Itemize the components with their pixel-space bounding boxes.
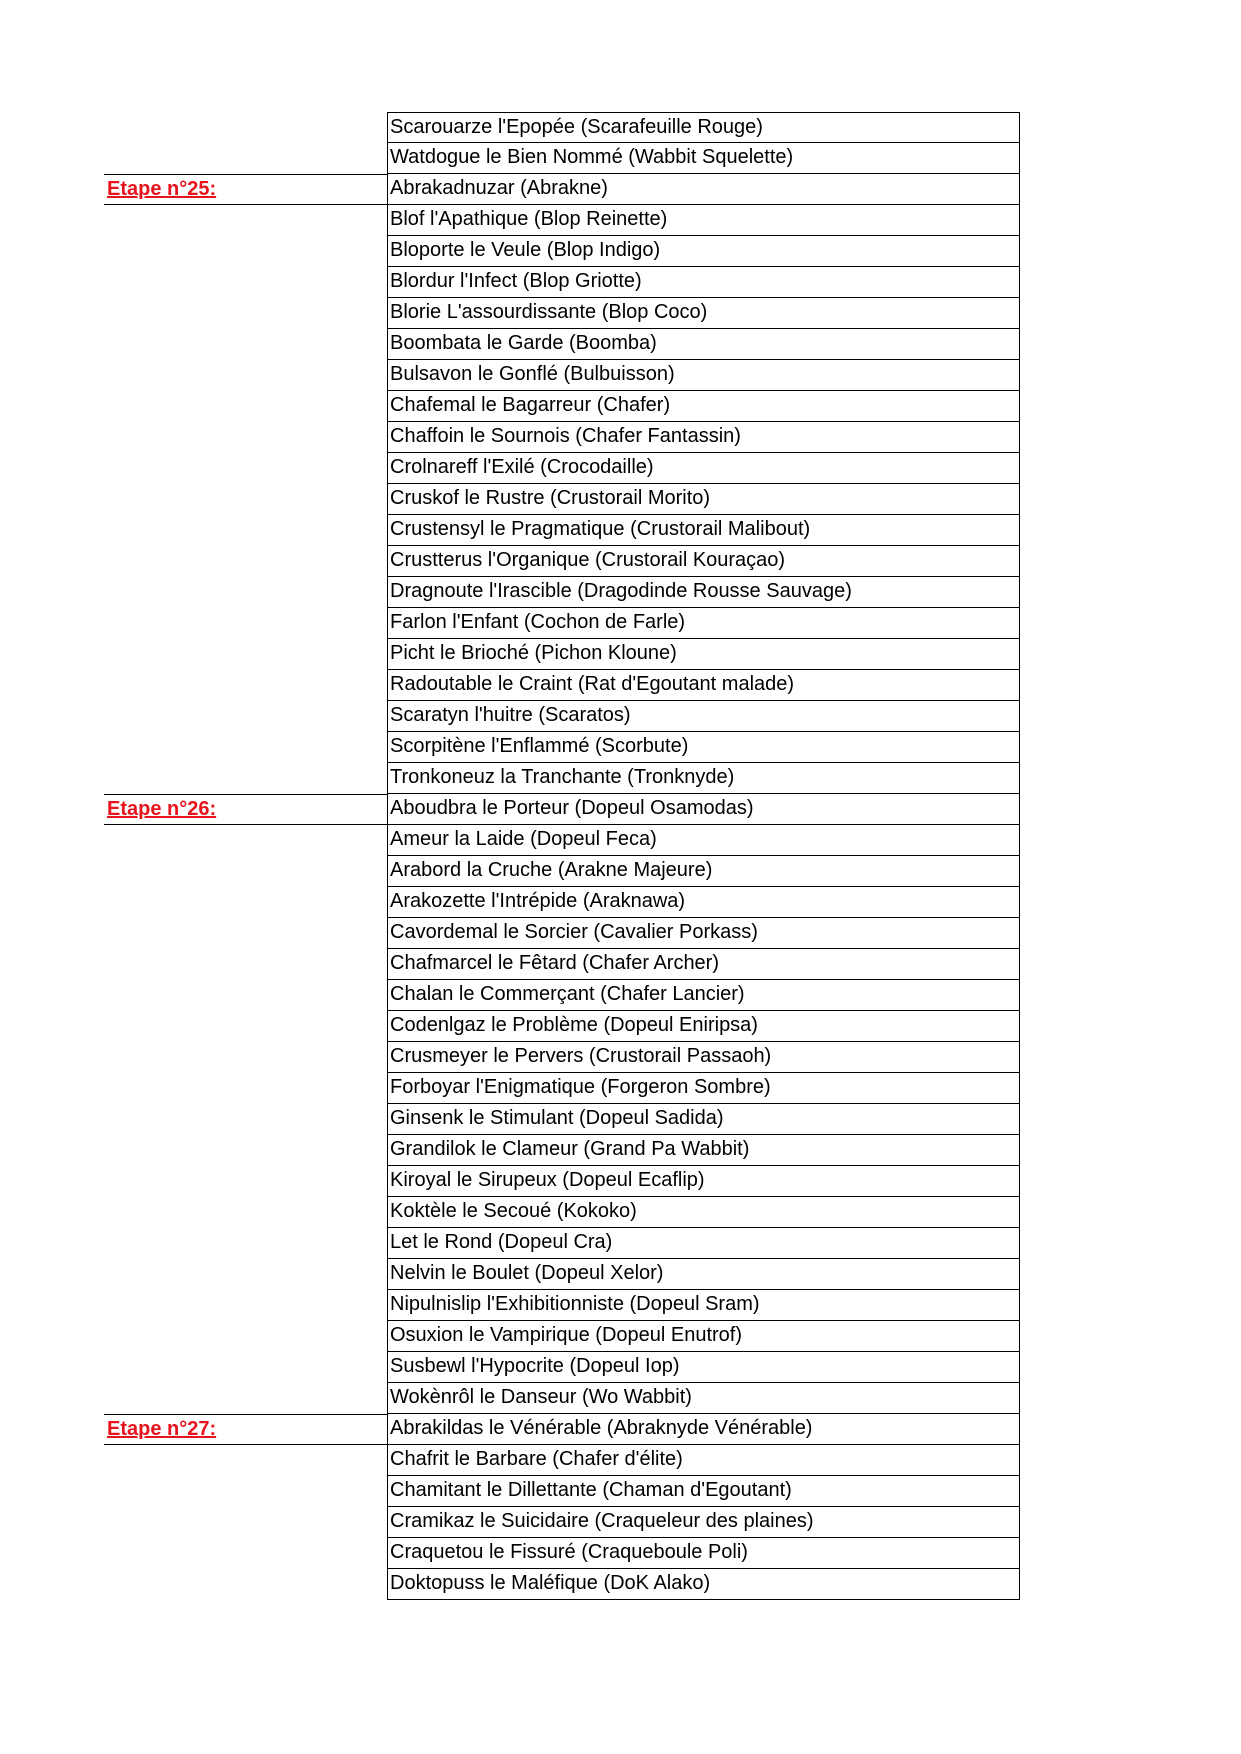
stage-cell-empty xyxy=(104,267,387,298)
stage-cell-empty xyxy=(104,608,387,639)
table-row xyxy=(104,205,1020,236)
stage-cell-empty xyxy=(104,1135,387,1166)
stage-cell-empty xyxy=(104,205,387,236)
stage-cell-empty xyxy=(104,298,387,329)
monster-name-cell: Cruskof le Rustre (Crustorail Morito) xyxy=(387,484,1020,515)
stage-cell-empty xyxy=(104,1290,387,1321)
table-row xyxy=(104,1259,1020,1290)
monster-name-cell: Watdogue le Bien Nommé (Wabbit Squelette) xyxy=(387,143,1020,174)
table-row xyxy=(104,1569,1020,1600)
stage-cell-empty xyxy=(104,515,387,546)
monster-name-cell: Scorpitène l'Enflammé (Scorbute) xyxy=(387,732,1020,763)
monster-name-cell: Doktopuss le Maléfique (DoK Alako) xyxy=(387,1569,1020,1600)
stage-cell-empty xyxy=(104,732,387,763)
table-row xyxy=(104,1197,1020,1228)
monster-name-cell: Codenlgaz le Problème (Dopeul Eniripsa) xyxy=(387,1011,1020,1042)
stage-cell-empty xyxy=(104,1383,387,1414)
table-row xyxy=(104,484,1020,515)
monster-name-cell: Bulsavon le Gonflé (Bulbuisson) xyxy=(387,360,1020,391)
monster-name-cell: Ginsenk le Stimulant (Dopeul Sadida) xyxy=(387,1104,1020,1135)
table-row xyxy=(104,1321,1020,1352)
monster-name-cell: Scarouarze l'Epopée (Scarafeuille Rouge) xyxy=(387,112,1020,143)
stage-cell-empty xyxy=(104,980,387,1011)
monster-name-cell: Forboyar l'Enigmatique (Forgeron Sombre) xyxy=(387,1073,1020,1104)
monster-name-cell: Nelvin le Boulet (Dopeul Xelor) xyxy=(387,1259,1020,1290)
stage-cell-empty xyxy=(104,1569,387,1600)
table-row xyxy=(104,794,1020,825)
table-row xyxy=(104,360,1020,391)
monster-name-cell: Chalan le Commerçant (Chafer Lancier) xyxy=(387,980,1020,1011)
stage-cell-empty xyxy=(104,329,387,360)
table-row xyxy=(104,1104,1020,1135)
table-row xyxy=(104,1042,1020,1073)
stage-cell-empty xyxy=(104,1259,387,1290)
table-row xyxy=(104,1476,1020,1507)
stage-cell-empty xyxy=(104,1507,387,1538)
stage-cell-empty xyxy=(104,763,387,794)
monster-name-cell: Chafemal le Bagarreur (Chafer) xyxy=(387,391,1020,422)
monster-name-cell: Crolnareff l'Exilé (Crocodaille) xyxy=(387,453,1020,484)
stage-cell-empty xyxy=(104,1538,387,1569)
monster-name-cell: Blordur l'Infect (Blop Griotte) xyxy=(387,267,1020,298)
table-row xyxy=(104,1352,1020,1383)
table-row xyxy=(104,670,1020,701)
stage-cell-empty xyxy=(104,1042,387,1073)
monster-name-cell: Chafrit le Barbare (Chafer d'élite) xyxy=(387,1445,1020,1476)
table-row xyxy=(104,577,1020,608)
stage-cell-empty xyxy=(104,453,387,484)
stage-cell-empty xyxy=(104,143,387,174)
monster-name-cell: Crustterus l'Organique (Crustorail Kouraçao) xyxy=(387,546,1020,577)
monster-name-cell: Blof l'Apathique (Blop Reinette) xyxy=(387,205,1020,236)
table-row xyxy=(104,515,1020,546)
monster-name-cell: Tronkoneuz la Tranchante (Tronknyde) xyxy=(387,763,1020,794)
stage-cell-empty xyxy=(104,1166,387,1197)
monster-name-cell: Susbewl l'Hypocrite (Dopeul Iop) xyxy=(387,1352,1020,1383)
monster-name-cell: Scaratyn l'huitre (Scaratos) xyxy=(387,701,1020,732)
table-row xyxy=(104,236,1020,267)
stage-cell-empty xyxy=(104,1073,387,1104)
stage-cell-empty xyxy=(104,360,387,391)
monster-name-cell: Abrakildas le Vénérable (Abraknyde Vénérable) xyxy=(387,1414,1020,1445)
monster-name-cell: Ameur la Laide (Dopeul Feca) xyxy=(387,825,1020,856)
stage-cell-empty xyxy=(104,670,387,701)
table-row xyxy=(104,422,1020,453)
table-row xyxy=(104,608,1020,639)
monster-name-cell: Koktèle le Secoué (Kokoko) xyxy=(387,1197,1020,1228)
stage-cell-empty xyxy=(104,236,387,267)
monster-name-cell: Chafmarcel le Fêtard (Chafer Archer) xyxy=(387,949,1020,980)
stage-cell-empty xyxy=(104,825,387,856)
table-row xyxy=(104,918,1020,949)
stage-cell-empty xyxy=(104,918,387,949)
stage-cell-empty xyxy=(104,1197,387,1228)
stage-label: Etape n°26: xyxy=(104,794,387,825)
stage-cell-empty xyxy=(104,484,387,515)
stage-cell-empty xyxy=(104,422,387,453)
table-row xyxy=(104,1414,1020,1445)
monster-name-cell: Grandilok le Clameur (Grand Pa Wabbit) xyxy=(387,1135,1020,1166)
stage-cell-empty xyxy=(104,1104,387,1135)
table-row xyxy=(104,1507,1020,1538)
stage-cell-empty xyxy=(104,1352,387,1383)
table-row xyxy=(104,949,1020,980)
table-row xyxy=(104,267,1020,298)
monster-name-cell: Chaffoin le Sournois (Chafer Fantassin) xyxy=(387,422,1020,453)
stage-cell-empty xyxy=(104,1011,387,1042)
stage-cell-empty xyxy=(104,856,387,887)
monster-name-cell: Kiroyal le Sirupeux (Dopeul Ecaflip) xyxy=(387,1166,1020,1197)
stage-cell-empty xyxy=(104,887,387,918)
table-row xyxy=(104,825,1020,856)
table-row xyxy=(104,391,1020,422)
monster-name-cell: Chamitant le Dillettante (Chaman d'Egoutant) xyxy=(387,1476,1020,1507)
monster-name-cell: Crustensyl le Pragmatique (Crustorail Malibout) xyxy=(387,515,1020,546)
stage-cell-empty xyxy=(104,639,387,670)
monster-name-cell: Farlon l'Enfant (Cochon de Farle) xyxy=(387,608,1020,639)
table-row xyxy=(104,453,1020,484)
stage-cell-empty xyxy=(104,949,387,980)
table-row xyxy=(104,980,1020,1011)
table-row xyxy=(104,1135,1020,1166)
monster-name-cell: Arabord la Cruche (Arakne Majeure) xyxy=(387,856,1020,887)
table-row xyxy=(104,1011,1020,1042)
table-row xyxy=(104,1538,1020,1569)
table-row xyxy=(104,1228,1020,1259)
table-row xyxy=(104,887,1020,918)
table-row xyxy=(104,1073,1020,1104)
table-row xyxy=(104,639,1020,670)
monster-name-cell: Cramikaz le Suicidaire (Craqueleur des plaines) xyxy=(387,1507,1020,1538)
table-row xyxy=(104,1290,1020,1321)
table-row xyxy=(104,701,1020,732)
stage-cell-empty xyxy=(104,391,387,422)
stage-cell-empty xyxy=(104,546,387,577)
table-row xyxy=(104,1383,1020,1414)
table-row xyxy=(104,1166,1020,1197)
monster-name-cell: Crusmeyer le Pervers (Crustorail Passaoh) xyxy=(387,1042,1020,1073)
stage-cell-empty xyxy=(104,1228,387,1259)
stage-cell-empty xyxy=(104,1476,387,1507)
monster-name-cell: Osuxion le Vampirique (Dopeul Enutrof) xyxy=(387,1321,1020,1352)
monster-name-cell: Aboudbra le Porteur (Dopeul Osamodas) xyxy=(387,794,1020,825)
monster-name-cell: Dragnoute l'Irascible (Dragodinde Rousse Sauvage) xyxy=(387,577,1020,608)
stage-cell-empty xyxy=(104,1445,387,1476)
table-row xyxy=(104,856,1020,887)
table-row xyxy=(104,763,1020,794)
table-row xyxy=(104,1445,1020,1476)
monster-name-cell: Wokènrôl le Danseur (Wo Wabbit) xyxy=(387,1383,1020,1414)
table-row xyxy=(104,174,1020,205)
monster-name-cell: Craquetou le Fissuré (Craqueboule Poli) xyxy=(387,1538,1020,1569)
stage-cell-empty xyxy=(104,577,387,608)
monster-name-cell: Let le Rond (Dopeul Cra) xyxy=(387,1228,1020,1259)
monster-name-cell: Bloporte le Veule (Blop Indigo) xyxy=(387,236,1020,267)
table-row xyxy=(104,112,1020,143)
stage-cell-empty xyxy=(104,1321,387,1352)
table-row xyxy=(104,546,1020,577)
monster-name-cell: Blorie L'assourdissante (Blop Coco) xyxy=(387,298,1020,329)
table-row xyxy=(104,143,1020,174)
monster-name-cell: Nipulnislip l'Exhibitionniste (Dopeul Sram) xyxy=(387,1290,1020,1321)
monster-name-cell: Abrakadnuzar (Abrakne) xyxy=(387,174,1020,205)
table-row xyxy=(104,329,1020,360)
monster-name-cell: Picht le Brioché (Pichon Kloune) xyxy=(387,639,1020,670)
stage-label: Etape n°25: xyxy=(104,174,387,205)
stage-cell-empty xyxy=(104,701,387,732)
monster-name-cell: Boombata le Garde (Boomba) xyxy=(387,329,1020,360)
monster-name-cell: Arakozette l'Intrépide (Araknawa) xyxy=(387,887,1020,918)
table-row xyxy=(104,732,1020,763)
stage-label: Etape n°27: xyxy=(104,1414,387,1445)
table-row xyxy=(104,298,1020,329)
monster-name-cell: Cavordemal le Sorcier (Cavalier Porkass) xyxy=(387,918,1020,949)
monster-name-cell: Radoutable le Craint (Rat d'Egoutant malade) xyxy=(387,670,1020,701)
stage-cell-empty xyxy=(104,112,387,143)
